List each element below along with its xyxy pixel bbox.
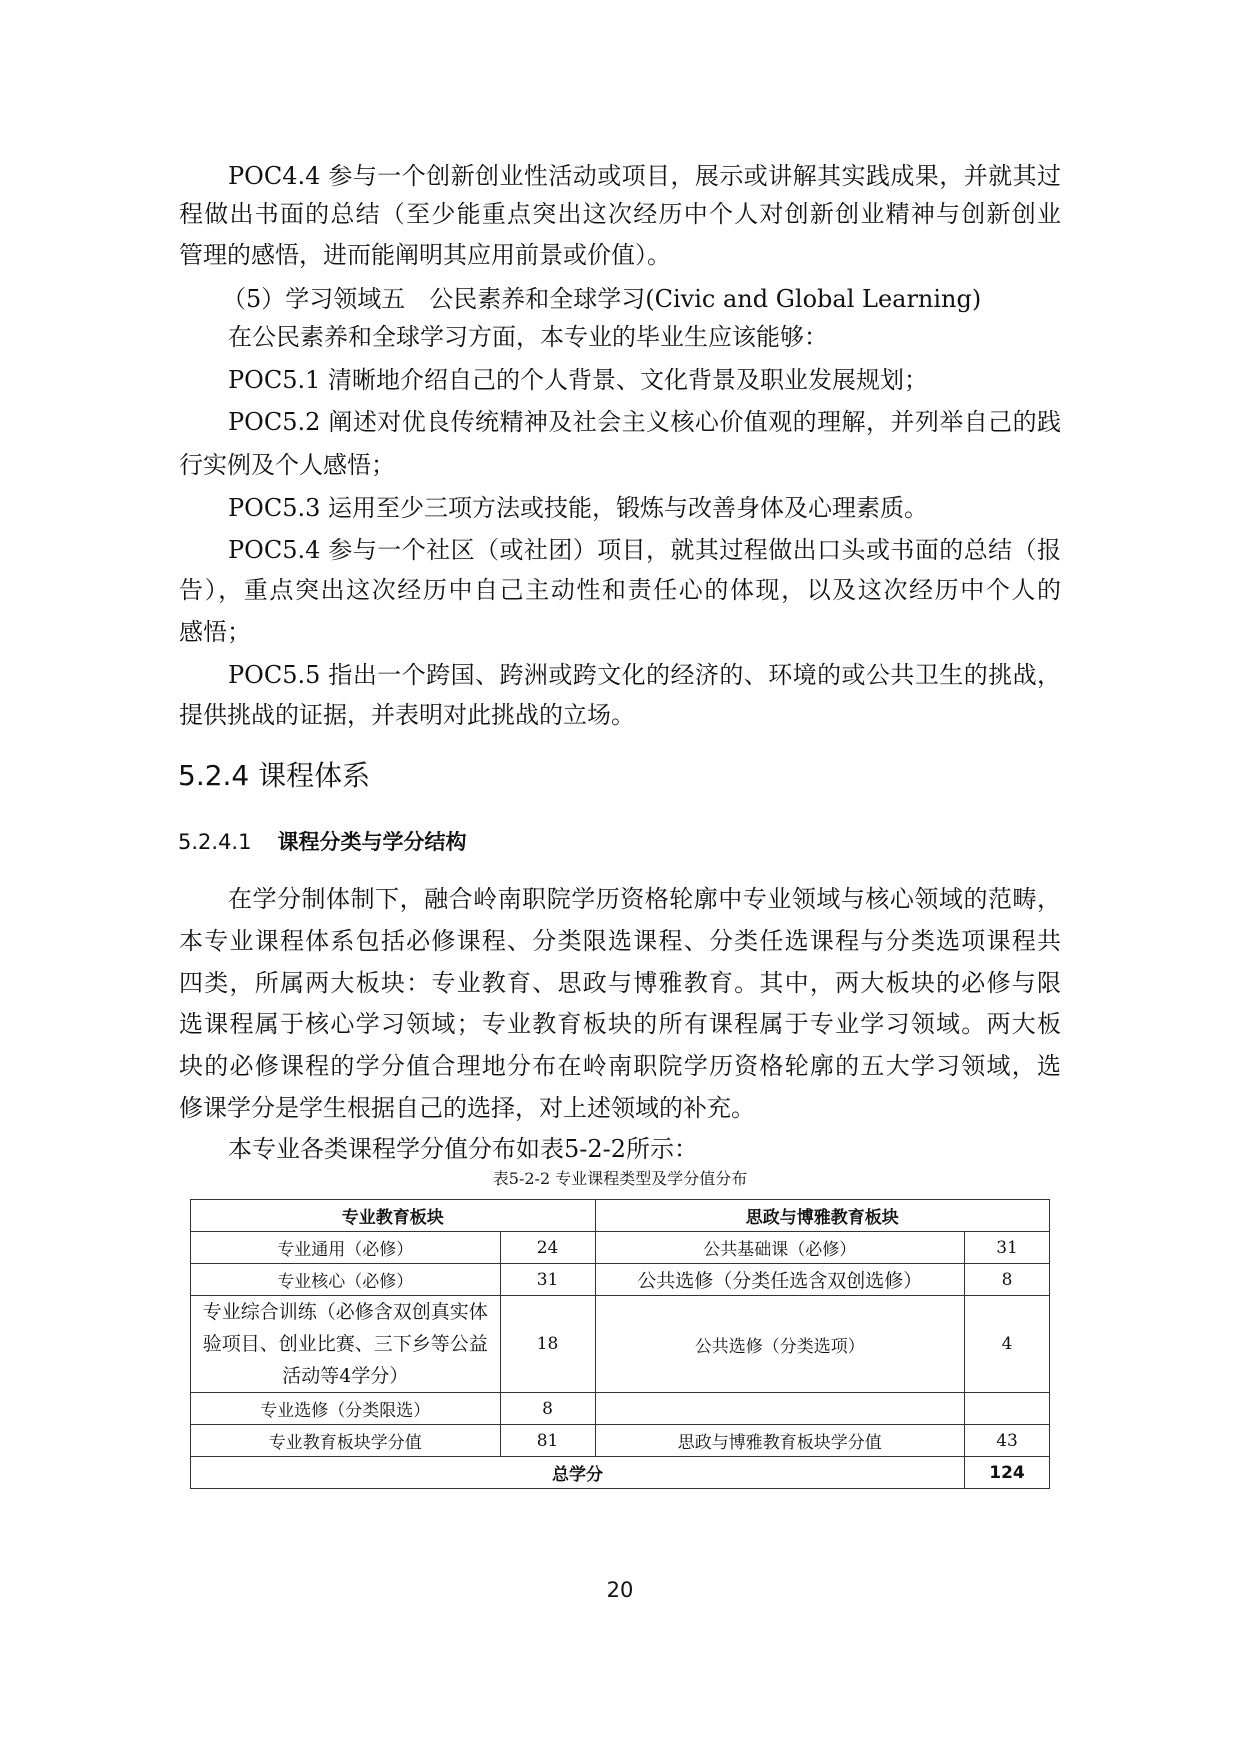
cell-left-label: 专业通用（必修）	[191, 1232, 501, 1264]
domain5-intro: 在公民素养和全球学习方面，本专业的毕业生应该能够：	[228, 323, 828, 351]
poc5-5-line1: POC5.5 指出一个跨国、跨洲或跨文化的经济的、环境的或公共卫生的挑战，	[228, 661, 1061, 689]
body-line: 四类，所属两大板块：专业教育、思政与博雅教育。其中，两大板块的必修与限	[179, 969, 1061, 997]
cell-left-value: 81	[500, 1425, 595, 1457]
table-header-row	[191, 1200, 1050, 1232]
poc5-3: POC5.3 运用至少三项方法或技能，锻炼与改善身体及心理素质。	[228, 494, 928, 522]
cell-right-value: 8	[965, 1264, 1050, 1296]
table-total-row	[191, 1457, 1050, 1489]
subsection-heading	[178, 828, 466, 856]
subsection-title: 课程分类与学分结构	[277, 830, 467, 854]
poc5-2-line2: 行实例及个人感悟；	[179, 451, 395, 479]
poc4-4-line3: 管理的感悟，进而能阐明其应用前景或价值）。	[179, 241, 671, 269]
cell-right-value: 4	[965, 1296, 1050, 1393]
cell-left-value: 18	[500, 1296, 595, 1393]
body-line: 块的必修课程的学分值合理地分布在岭南职院学历资格轮廓的五大学习领域，选	[179, 1052, 1061, 1080]
cell-right-label: 思政与博雅教育板块学分值	[595, 1425, 965, 1457]
body-line: 修课学分是学生根据自己的选择，对上述领域的补充。	[179, 1094, 755, 1122]
body-line: 本专业课程体系包括必修课程、分类限选课程、分类任选课程与分类选项课程共	[179, 927, 1061, 955]
cell-left-label: 专业核心（必修）	[191, 1264, 501, 1296]
poc5-4-line2: 告），重点突出这次经历中自己主动性和责任心的体现，以及这次经历中个人的	[179, 576, 1061, 604]
cell-left-value: 8	[500, 1393, 595, 1425]
cell-left-label: 专业综合训练（必修含双创真实体验项目、创业比赛、三下乡等公益活动等4学分）	[191, 1296, 501, 1393]
header-right: 思政与博雅教育板块	[595, 1200, 1049, 1232]
table-intro: 本专业各类课程学分值分布如表5-2-2所示：	[228, 1135, 699, 1163]
body-line: 在学分制体制下，融合岭南职院学历资格轮廓中专业领域与核心领域的范畴，	[228, 885, 1061, 913]
total-value: 124	[965, 1457, 1050, 1489]
table-row	[191, 1425, 1050, 1457]
poc5-1: POC5.1 清晰地介绍自己的个人背景、文化背景及职业发展规划；	[228, 366, 928, 394]
cell-right-label: 公共基础课（必修）	[595, 1232, 965, 1264]
poc5-4-line1: POC5.4 参与一个社区（或社团）项目，就其过程做出口头或书面的总结（报	[228, 536, 1061, 564]
table-row	[191, 1232, 1050, 1264]
poc5-5-line2: 提供挑战的证据，并表明对此挑战的立场。	[179, 701, 635, 729]
domain5-title: （5）学习领域五 公民素养和全球学习(Civic and Global Learning)	[222, 285, 982, 313]
table-caption: 表5-2-2 专业课程类型及学分值分布	[492, 1169, 748, 1188]
section-heading: 5.2.4 课程体系	[178, 759, 371, 792]
cell-left-label: 专业教育板块学分值	[191, 1425, 501, 1457]
cell-right-value	[965, 1393, 1050, 1425]
cell-left-value: 31	[500, 1264, 595, 1296]
cell-right-label	[595, 1393, 965, 1425]
header-left: 专业教育板块	[191, 1200, 596, 1232]
credit-table	[190, 1199, 1050, 1489]
poc5-4-line3: 感悟；	[179, 618, 251, 646]
table-row	[191, 1296, 1050, 1393]
cell-right-value: 43	[965, 1425, 1050, 1457]
cell-left-value: 24	[500, 1232, 595, 1264]
table-row	[191, 1393, 1050, 1425]
poc4-4-line1: POC4.4 参与一个创新创业性活动或项目，展示或讲解其实践成果，并就其过	[228, 162, 1061, 190]
cell-right-label: 公共选修（分类任选含双创选修）	[595, 1264, 965, 1296]
page-number: 20	[606, 1578, 634, 1602]
table-row	[191, 1264, 1050, 1296]
cell-right-label: 公共选修（分类选项）	[595, 1296, 965, 1393]
body-line: 选课程属于核心学习领域；专业教育板块的所有课程属于专业学习领域。两大板	[179, 1010, 1061, 1038]
poc5-2-line1: POC5.2 阐述对优良传统精神及社会主义核心价值观的理解，并列举自己的践	[228, 408, 1061, 436]
subsection-number: 5.2.4.1	[178, 830, 252, 854]
cell-left-label: 专业选修（分类限选）	[191, 1393, 501, 1425]
total-label: 总学分	[191, 1457, 965, 1489]
poc4-4-line2: 程做出书面的总结（至少能重点突出这次经历中个人对创新创业精神与创新创业	[179, 200, 1061, 228]
cell-right-value: 31	[965, 1232, 1050, 1264]
